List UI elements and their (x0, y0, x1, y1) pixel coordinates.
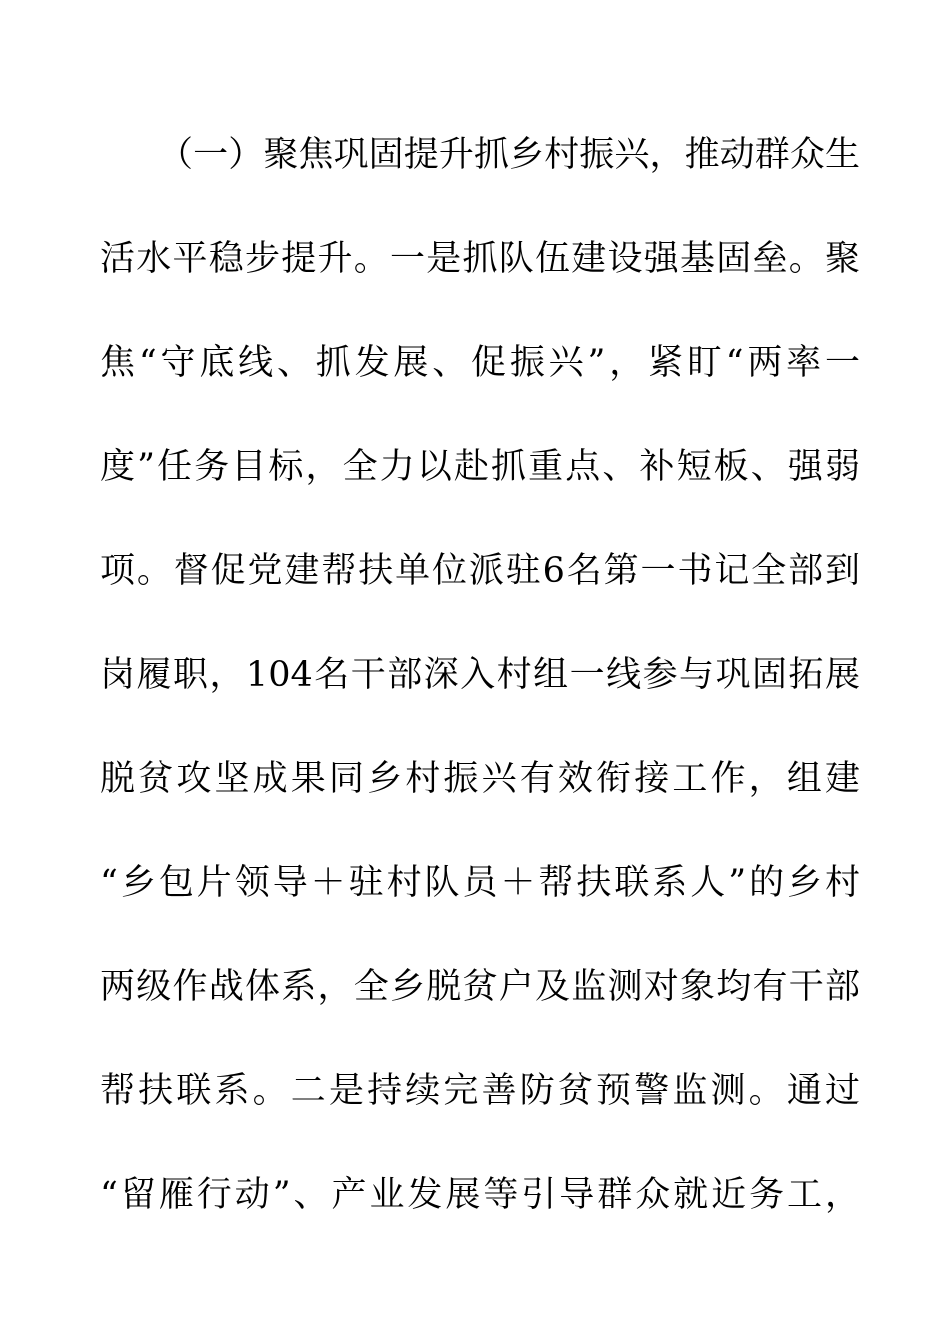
body-paragraph (100, 124, 860, 1268)
paragraph-line-1: （一）聚焦巩固提升抓乡村振兴，推动群众生 (158, 135, 860, 175)
paragraph-line-8: “乡包片领导＋驻村队员＋帮扶联系人”的乡村 (100, 863, 860, 903)
paragraph-line-5: 项。督促党建帮扶单位派驻6名第一书记全部到 (100, 551, 860, 591)
paragraph-line-10: 帮扶联系。二是持续完善防贫预警监测。通过 (100, 1071, 860, 1111)
paragraph-line-11: “留雁行动”、产业发展等引导群众就近务工， (100, 1175, 860, 1215)
paragraph-line-6: 岗履职，104名干部深入村组一线参与巩固拓展 (100, 655, 860, 695)
paragraph-line-3: 焦“守底线、抓发展、促振兴”，紧盯“两率一 (100, 343, 860, 383)
paragraph-line-7: 脱贫攻坚成果同乡村振兴有效衔接工作，组建 (100, 759, 860, 799)
paragraph-line-4: 度”任务目标，全力以赴抓重点、补短板、强弱 (100, 447, 860, 487)
paragraph-line-2: 活水平稳步提升。一是抓队伍建设强基固垒。聚 (100, 239, 860, 279)
paragraph-line-9: 两级作战体系，全乡脱贫户及监测对象均有干部 (100, 967, 860, 1007)
